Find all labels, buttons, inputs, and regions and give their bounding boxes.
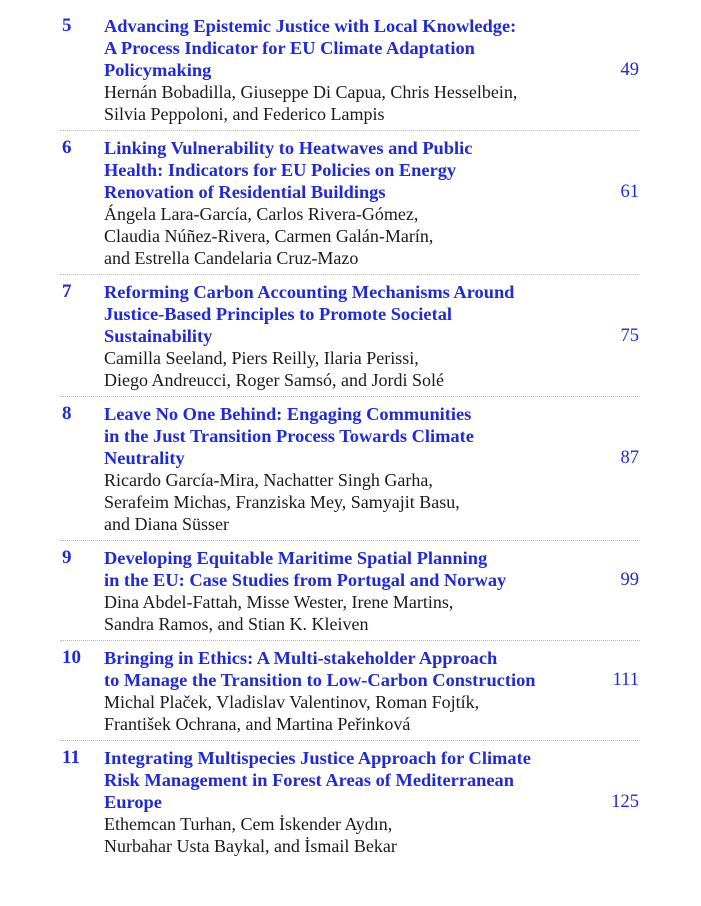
chapter-authors-line: Michal Plaček, Vladislav Valentinov, Roman Fojtík, (104, 692, 480, 712)
chapter-page-number[interactable]: 99 (620, 570, 639, 590)
chapter-title-line[interactable]: in the Just Transition Process Towards Climate (104, 426, 474, 446)
chapter-title-line[interactable]: Justice-Based Principles to Promote Societal (104, 304, 452, 324)
chapter-title-line[interactable]: Renovation of Residential Buildings (104, 182, 386, 202)
chapter-title-line[interactable]: to Manage the Transition to Low-Carbon Construction (104, 670, 536, 690)
entry-divider (60, 740, 640, 741)
chapter-authors-line: Dina Abdel-Fattah, Misse Wester, Irene Martins, (104, 592, 454, 612)
chapter-title-line[interactable]: Linking Vulnerability to Heatwaves and Public (104, 138, 473, 158)
chapter-title-line[interactable]: Health: Indicators for EU Policies on Energy (104, 160, 457, 180)
entry-divider (60, 396, 640, 397)
entry-divider (60, 130, 640, 131)
chapter-authors-line: Hernán Bobadilla, Giuseppe Di Capua, Chris Hesselbein, (104, 82, 518, 102)
chapter-details (104, 647, 584, 735)
chapter-number: 7 (62, 281, 72, 302)
chapter-details (104, 403, 584, 535)
chapter-details (104, 747, 584, 857)
chapter-title-line[interactable]: Bringing in Ethics: A Multi-stakeholder Approach (104, 648, 498, 668)
chapter-authors-line: Ricardo García-Mira, Nachatter Singh Garha, (104, 470, 433, 490)
chapter-authors-line: and Estrella Candelaria Cruz-Mazo (104, 248, 359, 268)
chapter-page-number[interactable]: 49 (620, 60, 639, 80)
chapter-authors-line: Serafeim Michas, Franziska Mey, Samyajit Basu, (104, 492, 460, 512)
chapter-title-line[interactable]: A Process Indicator for EU Climate Adaptation (104, 38, 475, 58)
chapter-number: 11 (62, 747, 80, 768)
chapter-title-line[interactable]: Integrating Multispecies Justice Approach for Climate (104, 748, 531, 768)
chapter-title-line[interactable]: Risk Management in Forest Areas of Mediterranean (104, 770, 514, 790)
chapter-number: 5 (62, 15, 72, 36)
chapter-page-number[interactable]: 61 (620, 182, 639, 202)
chapter-authors-line: Diego Andreucci, Roger Samsó, and Jordi Solé (104, 370, 444, 390)
chapter-details (104, 137, 584, 269)
chapter-title-line[interactable]: Reforming Carbon Accounting Mechanisms Around (104, 282, 515, 302)
chapter-title-line[interactable]: Neutrality (104, 448, 185, 468)
chapter-number: 8 (62, 403, 72, 424)
chapter-details (104, 15, 584, 125)
chapter-authors-line: and Diana Süsser (104, 514, 229, 534)
chapter-title-line[interactable]: Advancing Epistemic Justice with Local Knowledge: (104, 16, 517, 36)
chapter-title-line[interactable]: Policymaking (104, 60, 212, 80)
chapter-title-line[interactable]: Sustainability (104, 326, 213, 346)
chapter-number: 10 (62, 647, 81, 668)
chapter-page-number[interactable]: 75 (620, 326, 639, 346)
chapter-authors-line: František Ochrana, and Martina Peřinková (104, 714, 411, 734)
chapter-authors-line: Ángela Lara-García, Carlos Rivera-Gómez, (104, 204, 419, 224)
chapter-authors-line: Nurbahar Usta Baykal, and İsmail Bekar (104, 836, 397, 856)
chapter-number: 9 (62, 547, 72, 568)
chapter-authors-line: Camilla Seeland, Piers Reilly, Ilaria Perissi, (104, 348, 419, 368)
chapter-page-number[interactable]: 111 (612, 670, 639, 690)
chapter-title-line[interactable]: Leave No One Behind: Engaging Communities (104, 404, 472, 424)
chapter-title-line[interactable]: Europe (104, 792, 162, 812)
entry-divider (60, 274, 640, 275)
chapter-page-number[interactable]: 125 (611, 792, 639, 812)
entry-divider (60, 640, 640, 641)
entry-divider (60, 540, 640, 541)
chapter-details (104, 547, 584, 635)
chapter-title-line[interactable]: Developing Equitable Maritime Spatial Planning (104, 548, 488, 568)
chapter-number: 6 (62, 137, 72, 158)
chapter-title-line[interactable]: in the EU: Case Studies from Portugal and Norway (104, 570, 507, 590)
chapter-details (104, 281, 584, 391)
chapter-authors-line: Ethemcan Turhan, Cem İskender Aydın, (104, 814, 393, 834)
chapter-authors-line: Sandra Ramos, and Stian K. Kleiven (104, 614, 369, 634)
chapter-page-number[interactable]: 87 (620, 448, 639, 468)
chapter-authors-line: Claudia Núñez-Rivera, Carmen Galán-Marín, (104, 226, 434, 246)
chapter-authors-line: Silvia Peppoloni, and Federico Lampis (104, 104, 385, 124)
